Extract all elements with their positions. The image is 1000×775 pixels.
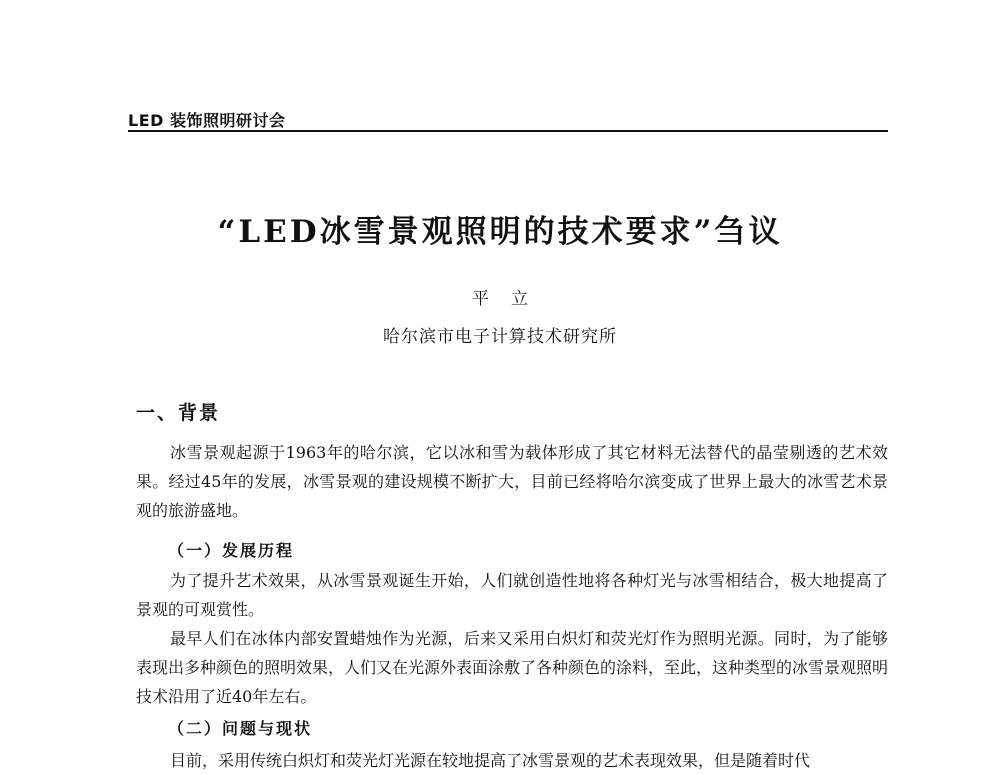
paragraph: 最早人们在冰体内部安置蜡烛作为光源，后来又采用白炽灯和荧光灯作为照明光源。同时，为了能够表现出多种颜色的照明效果，人们又在光源外表面涂敷了各种颜色的涂料，至此，这种类型的冰雪景观照明技术沿用了近40年左右。 bbox=[136, 629, 889, 706]
paragraph: 为了提升艺术效果，从冰雪景观诞生开始，人们就创造性地将各种灯光与冰雪相结合，极大地提高了景观的可观赏性。 bbox=[136, 571, 888, 619]
subsection-heading-problems: （二）问题与现状 bbox=[168, 719, 313, 738]
author-affiliation: 哈尔滨市电子计算技术研究所 bbox=[383, 327, 617, 347]
article-title: “LED冰雪景观照明的技术要求”刍议 bbox=[217, 214, 783, 250]
section-heading-background: 一、背景 bbox=[136, 402, 221, 424]
author-name: 平立 bbox=[472, 289, 550, 309]
paragraph: 冰雪景观起源于1963年的哈尔滨，它以冰和雪为载体形成了其它材料无法替代的晶莹剔透的艺术效果。经过45年的发展，冰雪景观的建设规模不断扩大，目前已经将哈尔滨变成了世界上最大的冰雪艺术景观的旅游盛地。 bbox=[136, 443, 888, 520]
running-header: LED 装饰照明研讨会 bbox=[128, 111, 286, 130]
subsection-heading-history: （一）发展历程 bbox=[168, 541, 295, 560]
header-rule bbox=[128, 130, 888, 132]
paragraph: 目前，采用传统白炽灯和荧光灯光源在较地提高了冰雪景观的艺术表现效果，但是随着时代 bbox=[170, 751, 811, 770]
